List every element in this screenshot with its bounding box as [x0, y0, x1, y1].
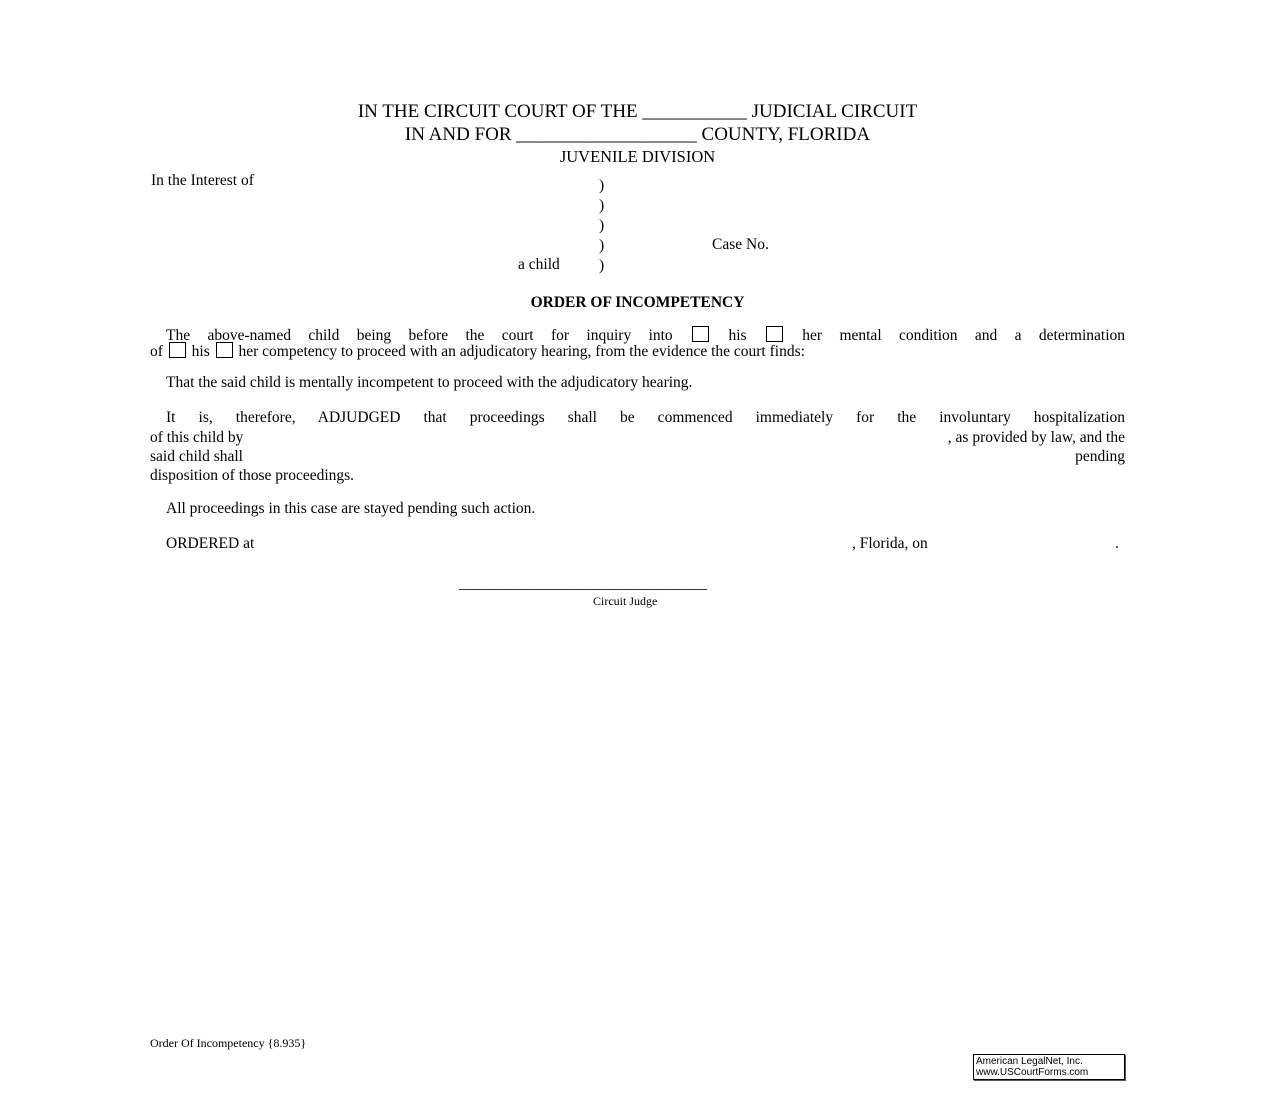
paragraph-adjudged-line1: It is, therefore, ADJUDGED that proceedings shall be commenced immediately for the involuntary hospitalization — [166, 409, 1125, 426]
text: of — [150, 343, 163, 360]
checkbox-her-mental[interactable] — [766, 326, 783, 342]
text: his — [728, 327, 747, 344]
paragraph-stay: All proceedings in this case are stayed pending such action. — [166, 500, 536, 517]
form-footer-name: Order Of Incompetency {8.935} — [150, 1036, 307, 1050]
text: his — [191, 343, 210, 360]
caption-paren: ) — [599, 217, 605, 234]
text: her mental condition and a determination — [802, 327, 1125, 344]
publisher-stamp — [973, 1054, 1125, 1080]
a-child-label: a child — [518, 256, 560, 273]
signature-line: ________________________________ — [459, 575, 707, 592]
circuit-judge-label: Circuit Judge — [593, 594, 658, 608]
document-title: ORDER OF INCOMPETENCY — [530, 294, 745, 311]
caption-paren: ) — [599, 237, 605, 254]
paragraph-adjudged-line4: disposition of those proceedings. — [150, 467, 355, 484]
text: pending — [1075, 448, 1125, 465]
case-number-label: Case No. — [712, 236, 769, 253]
caption-paren: ) — [599, 197, 605, 214]
stamp-line1: American LegalNet, Inc. — [976, 1056, 1083, 1067]
paragraph-adjudged-line3 — [150, 448, 1125, 466]
text: The above-named child being before the court for inquiry into — [166, 327, 673, 344]
text: said child shall — [150, 448, 243, 465]
division-heading: JUVENILE DIVISION — [559, 147, 716, 166]
ordered-at-label: ORDERED at — [166, 535, 255, 552]
text: , as provided by law, and the — [947, 429, 1125, 446]
text: her competency to proceed with an adjudicatory hearing, from the evidence the court finds: — [238, 343, 805, 360]
checkbox-his-mental[interactable] — [692, 326, 709, 342]
caption-paren: ) — [599, 257, 605, 274]
period: . — [1115, 535, 1119, 552]
checkbox-her-competency[interactable] — [216, 342, 233, 358]
paragraph-inquiry-line2 — [150, 342, 805, 361]
paragraph-adjudged-line2 — [150, 429, 1125, 447]
paragraph-finding: That the said child is mentally incompetent to proceed with the adjudicatory hearing. — [166, 374, 693, 391]
interest-of-label: In the Interest of — [151, 172, 254, 189]
court-header-line2: IN AND FOR ___________________ COUNTY, FLORIDA — [404, 124, 871, 145]
caption-paren: ) — [599, 177, 605, 194]
checkbox-his-competency[interactable] — [169, 342, 186, 358]
florida-on-label: , Florida, on — [852, 535, 928, 552]
stamp-line2: www.USCourtForms.com — [976, 1067, 1089, 1078]
court-header-line1: IN THE CIRCUIT COURT OF THE ___________ JUDICIAL CIRCUIT — [357, 101, 918, 122]
text: of this child by — [150, 429, 244, 446]
